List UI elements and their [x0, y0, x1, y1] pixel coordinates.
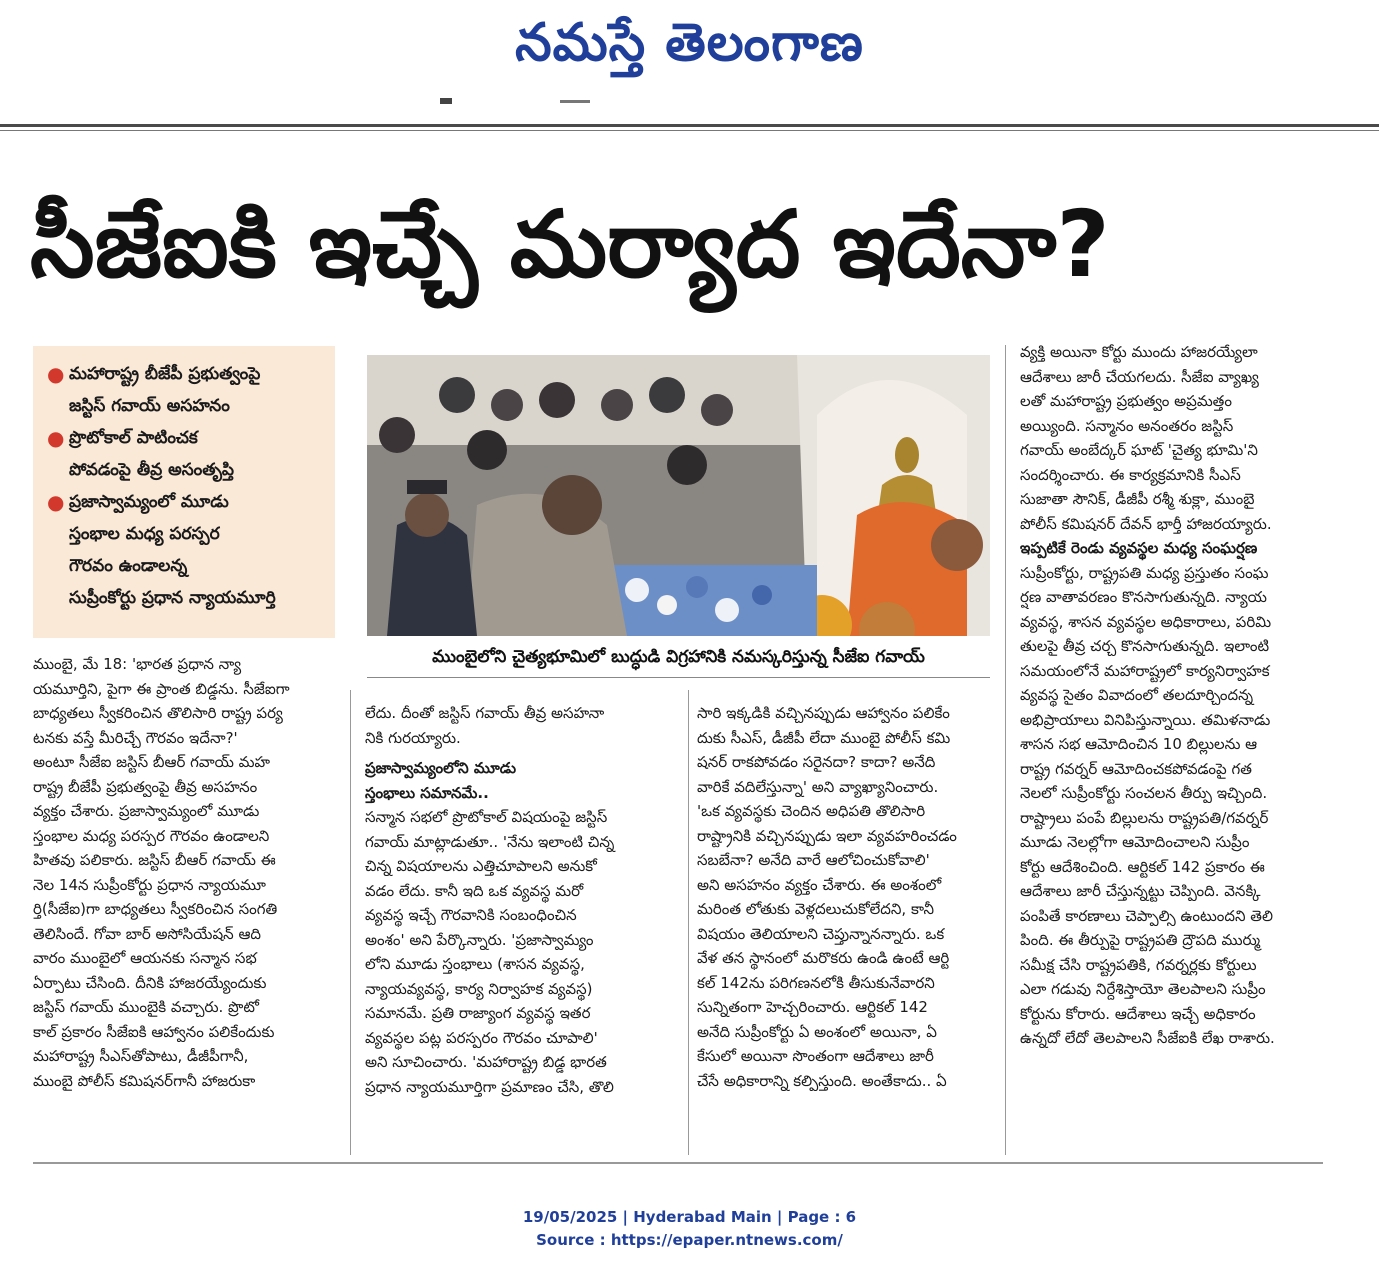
text-line: వ్యవస్థ, శాసన వ్యవస్థల అధికారాలు, పరిమి	[1020, 612, 1272, 631]
text-line: లోని మూడు స్తంభాలు (శాసన వ్యవస్థ,	[365, 955, 585, 973]
text-line: ముంబై పోలీస్ కమిషనర్‌గానీ హాజరుకా	[33, 1071, 256, 1090]
highlight-item	[47, 358, 325, 422]
article-column-3	[697, 701, 997, 1093]
text-line: వ్యవస్థల పట్ల పరస్పరం గౌరవం చూపాలి'	[365, 1028, 598, 1047]
text-line: పంపితే కారణాలు చెప్పాల్సి ఉంటుందని తెలి	[1020, 906, 1273, 925]
highlight-line: గౌరవం ఉండాలన్న	[69, 556, 188, 576]
text-line: ఉన్నదో లేదో తెలపాలని సీజేఐకి లేఖ రాశారు.	[1020, 1029, 1275, 1047]
column-divider	[688, 690, 689, 1155]
text-line: సుజాతా సౌనిక్, డీజీపీ రశ్మీ శుక్లా, ముంబై	[1020, 490, 1255, 508]
highlight-line: ప్రజాస్వామ్యంలో మూడు	[69, 492, 229, 512]
article-column-1	[33, 652, 335, 1093]
text-line: జస్టిస్ గవాయ్ ముంబైకి వచ్చారు. ప్రొటో	[33, 998, 259, 1016]
subheading: స్తంభాలు సమానమే..	[365, 783, 489, 802]
text-line: వారికే వదిలేస్తున్నా' అని వ్యాఖ్యానించారు.	[697, 777, 939, 796]
text-line: స్తంభాల మధ్య పరస్పర గౌరవం ఉండాలని	[33, 826, 270, 845]
text-line: శాసన సభ ఆమోదించిన 10 బిల్లులను ఆ	[1020, 735, 1258, 753]
text-line: పింది. ఈ తీర్పుపై రాష్ట్రపతి ద్రౌపది ముర్ము	[1020, 931, 1261, 949]
headline: సీజేఐకి ఇచ్చే మర్యాద ఇదేనా?	[30, 191, 1110, 298]
text-line: షనర్ రాకపోవడం సరైనదా? కాదా? అనేది	[697, 753, 936, 771]
text-line: అని అసహనం వ్యక్తం చేశారు. ఈ అంశంలో	[697, 875, 942, 894]
bullet-icon: ●	[47, 490, 65, 514]
text-line: వడం లేదు. కానీ ఇది ఒక వ్యవస్థ మరో	[365, 881, 584, 900]
text-line: సందర్శించారు. ఈ కార్యక్రమానికి సీఎస్	[1020, 465, 1241, 484]
highlight-item	[47, 486, 325, 614]
text-line: సబబేనా? అనేది వారే ఆలోచించుకోవాలి'	[697, 851, 930, 869]
text-line: మహారాష్ట్ర సీఎస్‌తోపాటు, డీజీపీగానీ,	[33, 1047, 249, 1065]
text-line: రాష్ట్రాలు పంపే బిల్లులను రాష్ట్రపతి/గవర్నర్	[1020, 808, 1269, 827]
column-divider	[350, 690, 351, 1155]
photo-caption: ముంబైలోని చైత్యభూమిలో బుద్ధుడి విగ్రహానికి నమస్కరిస్తున్న సీజేఐ గవాయ్	[432, 647, 925, 667]
text-line: యమూర్తిని, పైగా ఈ ప్రాంత బిడ్డను. సీజేఐగా	[33, 679, 290, 698]
subheading: ప్రజాస్వామ్యంలోని మూడు	[365, 759, 517, 777]
text-line: రాష్ట్ర బీజేపీ ప్రభుత్వంపై తీవ్ర అసహనం	[33, 777, 258, 796]
text-line: పోలీస్ కమిషనర్ దేవన్ భార్తీ హాజరయ్యారు.	[1020, 514, 1272, 533]
news-photo	[367, 355, 990, 636]
highlight-line: ప్రొటోకాల్ పాటించక	[69, 428, 198, 448]
subheading: ఇప్పటికే రెండు వ్యవస్థల మధ్య సంఘర్షణ	[1020, 539, 1258, 557]
text-line: విషయం తెలియాలని చెప్తున్నానన్నారు. ఒక	[697, 924, 945, 943]
text-line: సున్నితంగా హెచ్చరించారు. ఆర్టికల్ 142	[697, 998, 928, 1016]
text-line: ప్రధాన న్యాయమూర్తిగా ప్రమాణం చేసి, తొలి	[365, 1077, 614, 1096]
text-line: సన్మాన సభలో ప్రొటోకాల్ విషయంపై జస్టిస్	[365, 808, 608, 826]
text-line: అనేది సుప్రీంకోర్టు ఏ అంశంలో అయినా, ఏ	[697, 1022, 937, 1041]
text-line: హితవు పలికారు. జస్టిస్ బీఆర్ గవాయ్ ఈ	[33, 851, 276, 869]
text-line: ర్తి(సీజేఐ)గా బాధ్యతలు స్వీకరించిన సంగతి	[33, 900, 278, 918]
masthead-divider-thin	[0, 130, 1379, 131]
newspaper-title: నమస్తే తెలంగాణ	[515, 12, 864, 73]
text-line: కాల్ ప్రకారం సీజేఐకి ఆహ్వానం పలికేందుకు	[33, 1022, 275, 1041]
masthead-mark	[440, 98, 452, 104]
text-line: మూడు నెలల్లోగా ఆమోదించాలని సుప్రీం	[1020, 833, 1250, 851]
highlight-line: జస్టిస్ గవాయ్ అసహనం	[69, 396, 230, 416]
text-line: ఎలా గడువు నిర్దేశిస్తాయో తెలపాలని సుప్రీం	[1020, 980, 1266, 998]
text-line: సమయంలోనే మహారాష్ట్రలో కార్యనిర్వాహక	[1020, 661, 1270, 680]
text-line: వారం ముంబైలో ఆయనకు సన్మాన సభ	[33, 949, 257, 967]
text-line: బాధ్యతలు స్వీకరించిన తొలిసారి రాష్ట్ర పర్య	[33, 704, 283, 722]
text-line: చేసే అధికారాన్ని కల్పిస్తుంది. అంతేకాదు.. ఏ	[697, 1071, 947, 1090]
highlight-line: మహారాష్ట్ర బీజేపీ ప్రభుత్వంపై	[69, 364, 261, 384]
text-line: రాష్ట్రానికి వచ్చినప్పుడు ఇలా వ్యవహరించడం	[697, 826, 957, 845]
text-line: తులపై తీవ్ర చర్చ కొనసాగుతున్నది. ఇలాంటి	[1020, 637, 1270, 655]
text-line: గవాయ్ మాట్లాడుతూ.. 'నేను ఇలాంటి చిన్న	[365, 832, 615, 851]
footer-source-line: Source : https://epaper.ntnews.com/	[536, 1231, 843, 1249]
masthead-mark	[560, 100, 590, 103]
text-line: నికి గురయ్యారు.	[365, 728, 461, 747]
footer-edition-line: 19/05/2025 | Hyderabad Main | Page : 6	[522, 1208, 857, 1226]
column-divider	[1005, 345, 1006, 1155]
text-line: నెలలో సుప్రీంకోర్టు సంచలన తీర్పు ఇచ్చింది.	[1020, 784, 1268, 802]
bullet-icon: ●	[47, 362, 65, 386]
text-line: కోర్టును కోరారు. ఆదేశాలు ఇచ్చే అధికారం	[1020, 1004, 1256, 1023]
highlight-line: స్తంభాల మధ్య పరస్పర	[69, 524, 220, 544]
text-line: గవాయ్ అంబేద్కర్ ఘాట్ 'చైత్య భూమి'ని	[1020, 441, 1258, 459]
text-line: తెలిసిందే. గోవా బార్ అసోసియేషన్ ఆది	[33, 924, 262, 943]
text-line: వ్యక్తం చేశారు. ప్రజాస్వామ్యంలో మూడు	[33, 802, 260, 820]
text-line: కేసులో అయినా సొంతంగా ఆదేశాలు జారీ	[697, 1047, 934, 1065]
text-line: కోర్టు ఆదేశించింది. ఆర్టికల్ 142 ప్రకారం ఈ	[1020, 857, 1265, 876]
article-bottom-divider	[33, 1162, 1323, 1164]
text-line: ముంబై, మే 18: 'భారత ప్రధాన న్యా	[33, 655, 242, 673]
text-line: మరింత లోతుకు వెళ్లదలుచుకోలేదని, కానీ	[697, 900, 935, 918]
text-line: దుకు సీఎస్, డీజీపీ లేదా ముంబై పోలీస్ కమి	[697, 728, 951, 747]
highlight-line: పోవడంపై తీవ్ర అసంతృప్తి	[69, 460, 235, 480]
text-line: చిన్న విషయాలను ఎత్తిచూపాలని అనుకో	[365, 857, 597, 875]
text-line: 'ఒక వ్యవస్థకు చెందిన అధిపతి తొలిసారి	[697, 802, 926, 820]
text-line: సమానమే. ప్రతి రాజ్యాంగ వ్యవస్థ ఇతర	[365, 1004, 591, 1022]
photo-illustration	[367, 355, 990, 636]
text-line: వ్యవస్థ సైతం వివాదంలో తలదూర్చిందన్న	[1020, 686, 1254, 704]
highlight-item	[47, 422, 325, 486]
text-line: అని సూచించారు. 'మహారాష్ట్ర బిడ్డ భారత	[365, 1053, 607, 1071]
caption-divider	[367, 677, 990, 678]
text-line: కల్ 142ను పరిగణనలోకి తీసుకునేవారని	[697, 973, 935, 992]
text-line: వేళ తన స్థానంలో మరొకరు ఉండి ఉంటే ఆర్టి	[697, 949, 950, 967]
text-line: రాష్ట్ర గవర్నర్ ఆమోదించకపోవడంపై గత	[1020, 759, 1252, 778]
text-line: అంటూ సీజేఐ జస్టిస్ బీఆర్ గవాయ్ మహ	[33, 753, 271, 771]
highlights-box	[33, 346, 335, 638]
bullet-icon: ●	[47, 426, 65, 450]
masthead-divider	[0, 124, 1379, 127]
text-line: సారి ఇక్కడికి వచ్చినప్పుడు ఆహ్వానం పలికేం	[697, 704, 950, 722]
text-line: న్యాయవ్యవస్థ, కార్య నిర్వాహక వ్యవస్థ)	[365, 979, 593, 998]
text-line: సమీక్ష చేసి రాష్ట్రపతికి, గవర్నర్లకు కోర్టులు	[1020, 955, 1257, 974]
text-line: ఆదేశాలు జారీ చేస్తున్నట్టు చెప్పింది. వెనక్కి	[1020, 882, 1261, 900]
article-column-4	[1020, 340, 1325, 1051]
text-line: నెల 14న సుప్రీంకోర్టు ప్రధాన న్యాయమూ	[33, 875, 266, 894]
text-line: సుప్రీంకోర్టు, రాష్ట్రపతి మధ్య ప్రస్తుతం సంఘ	[1020, 563, 1269, 582]
text-line: ఏర్పాటు చేసింది. దీనికి హాజరయ్యేందుకు	[33, 973, 267, 992]
text-line: అయ్యింది. సన్మానం అనంతరం జస్టిస్	[1020, 416, 1234, 435]
text-line: ర్షణ వాతావరణం కొనసాగుతున్నది. న్యాయ	[1020, 588, 1267, 606]
text-line: లేదు. దీంతో జస్టిస్ గవాయ్ తీవ్ర అసహనా	[365, 704, 605, 722]
masthead	[0, 8, 1379, 78]
text-line: అంశం' అని పేర్కొన్నారు. 'ప్రజాస్వామ్యం	[365, 930, 594, 949]
text-line: ఆదేశాలు జారీ చేయగలదు. సీజేఐ వ్యాఖ్య	[1020, 367, 1259, 386]
text-line: లతో మహారాష్ట్ర ప్రభుత్వం అప్రమత్తం	[1020, 392, 1232, 410]
article-column-2	[365, 701, 675, 1099]
text-line: అభిప్రాయాలు వినిపిస్తున్నాయి. తమిళనాడు	[1020, 710, 1271, 729]
highlight-line: సుప్రీంకోర్టు ప్రధాన న్యాయమూర్తి	[69, 588, 276, 608]
text-line: వ్యక్తి అయినా కోర్టు ముందు హాజరయ్యేలా	[1020, 343, 1258, 361]
text-line: వ్యవస్థ ఇచ్చే గౌరవానికి సంబంధించిన	[365, 906, 577, 924]
text-line: టనకు వస్తే మీరిచ్చే గౌరవం ఇదేనా?'	[33, 728, 238, 747]
